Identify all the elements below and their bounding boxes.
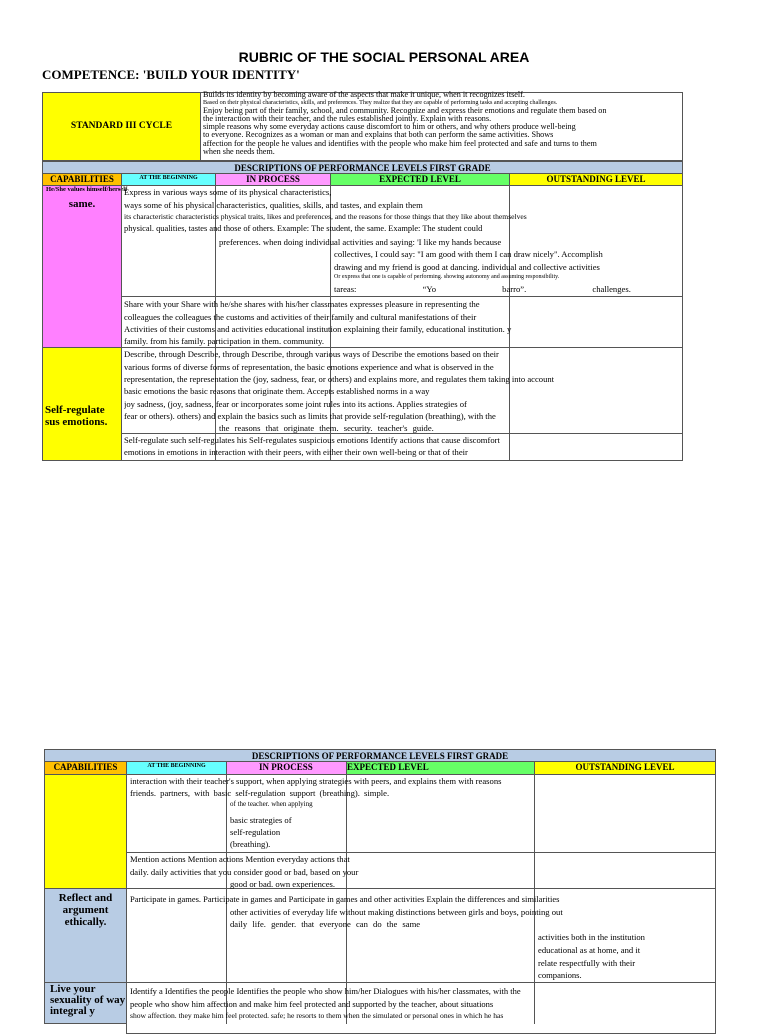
row-text: interaction with their teacher's support, when applying strategies with peers, and explains them with reasons bbox=[130, 776, 502, 786]
row-text: fear or others). others) and explain the basics such as limits that provide self-regulation (breathing), with the bbox=[124, 411, 496, 421]
row-text: colleagues the colleagues the customs and activities of their family and cultural manifestations of their bbox=[124, 312, 477, 322]
row-text: Self-regulate such self-regulates his Self-regulates suspicious emotions Identify actions that cause discomfort bbox=[124, 435, 500, 445]
capability-cell-live-sexuality: Live your sexuality of way integral y bbox=[44, 982, 127, 1024]
row-text: representation, the representation the (joy, sadness, fear, or others) and explains more, and regulates them taking into account bbox=[124, 374, 555, 384]
row-text: people who show him affection and make him feel protected and supported by the teacher, about situations bbox=[130, 999, 494, 1009]
header-capabilities: CAPABILITIES bbox=[44, 761, 127, 775]
standard-line: Based on their physical characteristics, skills, and preferences. They realize that they are capable of performing tasks and accepting challenges. bbox=[203, 99, 558, 106]
row-text: Participate in games. Participate in games and Participate in games and other activities Explain the differences and similarities bbox=[130, 894, 560, 904]
row-text: various forms of diverse forms of representation, the basic emotions experience and what is observed in the bbox=[124, 362, 494, 372]
row-text: its characteristic characteristics physical traits, likes and preferences, and the reasons for those things that they like about themselves bbox=[124, 212, 527, 221]
capability-cell-self-regulate-cont bbox=[44, 774, 127, 889]
row-text: companions. bbox=[538, 970, 582, 980]
standard-line: when she needs them. bbox=[203, 148, 275, 156]
row-text: the reasons that originate them. security. teacher's guide. bbox=[219, 423, 434, 433]
header-in-process: IN PROCESS bbox=[226, 761, 347, 775]
standard-line: affection for the people he values and identifies with the people who make him feel protected and safe and turns to them bbox=[203, 140, 597, 148]
row-text: good or bad. own experiences. bbox=[230, 879, 336, 889]
row-text: (breathing). bbox=[230, 839, 271, 849]
row-text: collectives, I could say: "I am good with them I can draw nicely". Accomplish bbox=[334, 249, 603, 259]
row-text: daily life. gender. that everyone can do the same bbox=[230, 919, 421, 929]
header-expected: EXPECTED LEVEL bbox=[330, 173, 510, 186]
row-text: activities both in the institution bbox=[538, 932, 645, 942]
table1-caption: DESCRIPTIONS OF PERFORMANCE LEVELS FIRST GRADE bbox=[42, 161, 683, 174]
row-text: emotions in emotions in interaction with their peers, with either their own well-being or that of their bbox=[124, 447, 468, 457]
row-text: drawing and my friend is good at dancing. individual and collective activities bbox=[334, 262, 600, 272]
row-text: joy sadness, (joy, sadness, fear or incorporates some joint rules into its actions. Applies strategies of bbox=[124, 399, 467, 409]
header-outstanding: OUTSTANDING LEVEL bbox=[534, 761, 716, 775]
standard-label-cell bbox=[42, 92, 201, 161]
capability-cell-self-regulate: Self-regulate sus emotions. bbox=[42, 347, 122, 461]
row-text: physical. qualities, tastes and those of others. Example: The student, the same. Example: The student could bbox=[124, 224, 483, 233]
standard-label: STANDARD III CYCLE bbox=[70, 121, 173, 131]
standard-line: Builds its identity by becoming aware of the aspects that make it unique, when it recognizes itself. bbox=[203, 91, 525, 99]
header-capabilities: CAPABILITIES bbox=[42, 173, 122, 186]
row-text: tareas: “Yo barro”. challenges. bbox=[334, 284, 631, 294]
row-text: family. from his family. participation in them. community. bbox=[124, 336, 325, 346]
standard-line: the interaction with their teacher, and the rules established jointly. Explain with reasons. bbox=[203, 115, 492, 123]
table2-caption: DESCRIPTIONS OF PERFORMANCE LEVELS FIRST GRADE bbox=[44, 749, 716, 762]
standard-line: Enjoy being part of their family, school, and community. Recognize and express their emotions and regulate them based on bbox=[203, 107, 607, 115]
row-text: Activities of their customs and activities educational institution explaining their family, educational institution. y bbox=[124, 324, 512, 334]
row-text: of the teacher. when applying bbox=[230, 800, 313, 808]
row-text: friends. partners, with basic self-regulation support (breathing). simple. bbox=[130, 788, 390, 798]
header-at-beginning: AT THE BEGINNING bbox=[121, 173, 216, 186]
row-text: Express in various ways some of its physical characteristics, bbox=[124, 187, 332, 197]
row-text: Describe, through Describe, through Describe, through various ways of Describe the emotions based on their bbox=[124, 349, 499, 359]
row-text: Or express that one is capable of performing. showing autonomy and assuming responsibility. bbox=[334, 274, 560, 280]
header-expected: EXPECTED LEVEL bbox=[346, 761, 535, 775]
standard-line: simple reasons why some everyday actions cause discomfort to him or others, and why others produce well-being bbox=[203, 123, 576, 131]
row-text: basic emotions the basic reasons that originate them. Accepts established norms in a way bbox=[124, 386, 430, 396]
header-in-process: IN PROCESS bbox=[215, 173, 331, 186]
row-text: other activities of everyday life without making distinctions between girls and boys, pointing out bbox=[230, 907, 563, 917]
capability-cell-reflect: Reflect and argument ethically. bbox=[44, 888, 127, 983]
page-title: RUBRIC OF THE SOCIAL PERSONAL AREA bbox=[238, 49, 530, 65]
row-text: basic strategies of bbox=[230, 815, 292, 825]
header-at-beginning: AT THE BEGINNING bbox=[126, 761, 227, 775]
row-text: daily. daily activities that you consider good or bad, based on your bbox=[130, 867, 359, 877]
row-text: relate respectfully with their bbox=[538, 958, 636, 968]
row-text: show affection. they make him feel protected. safe; he resorts to them when the simulated or personal ones in which he has bbox=[130, 1011, 504, 1020]
row-text: self-regulation bbox=[230, 827, 281, 837]
row-text: Identify a Identifies the people Identifies the people who show him/her Dialogues with his/her classmates, with the bbox=[130, 986, 521, 996]
row-text: preferences. when doing individual activities and saying: 'I like my hands because bbox=[219, 237, 502, 247]
standard-line: to everyone. Recognizes as a woman or man and explains that both can perform the same activities. Shows bbox=[203, 131, 554, 139]
header-outstanding: OUTSTANDING LEVEL bbox=[509, 173, 683, 186]
row-text: ways some of his physical characteristics, qualities, skills, and tastes, and explain them bbox=[124, 200, 423, 210]
row-text: Mention actions Mention actions Mention everyday actions that bbox=[130, 854, 350, 864]
standard-text-cell bbox=[200, 92, 683, 161]
row-text: educational as at home, and it bbox=[538, 945, 641, 955]
capability-cell-values-self: He/She values himself/herself same. bbox=[42, 185, 122, 348]
competence-heading: COMPETENCE: 'BUILD YOUR IDENTITY' bbox=[42, 67, 300, 82]
row-text: Share with your Share with he/she shares with his/her classmates expresses pleasure in representing the bbox=[124, 299, 480, 309]
